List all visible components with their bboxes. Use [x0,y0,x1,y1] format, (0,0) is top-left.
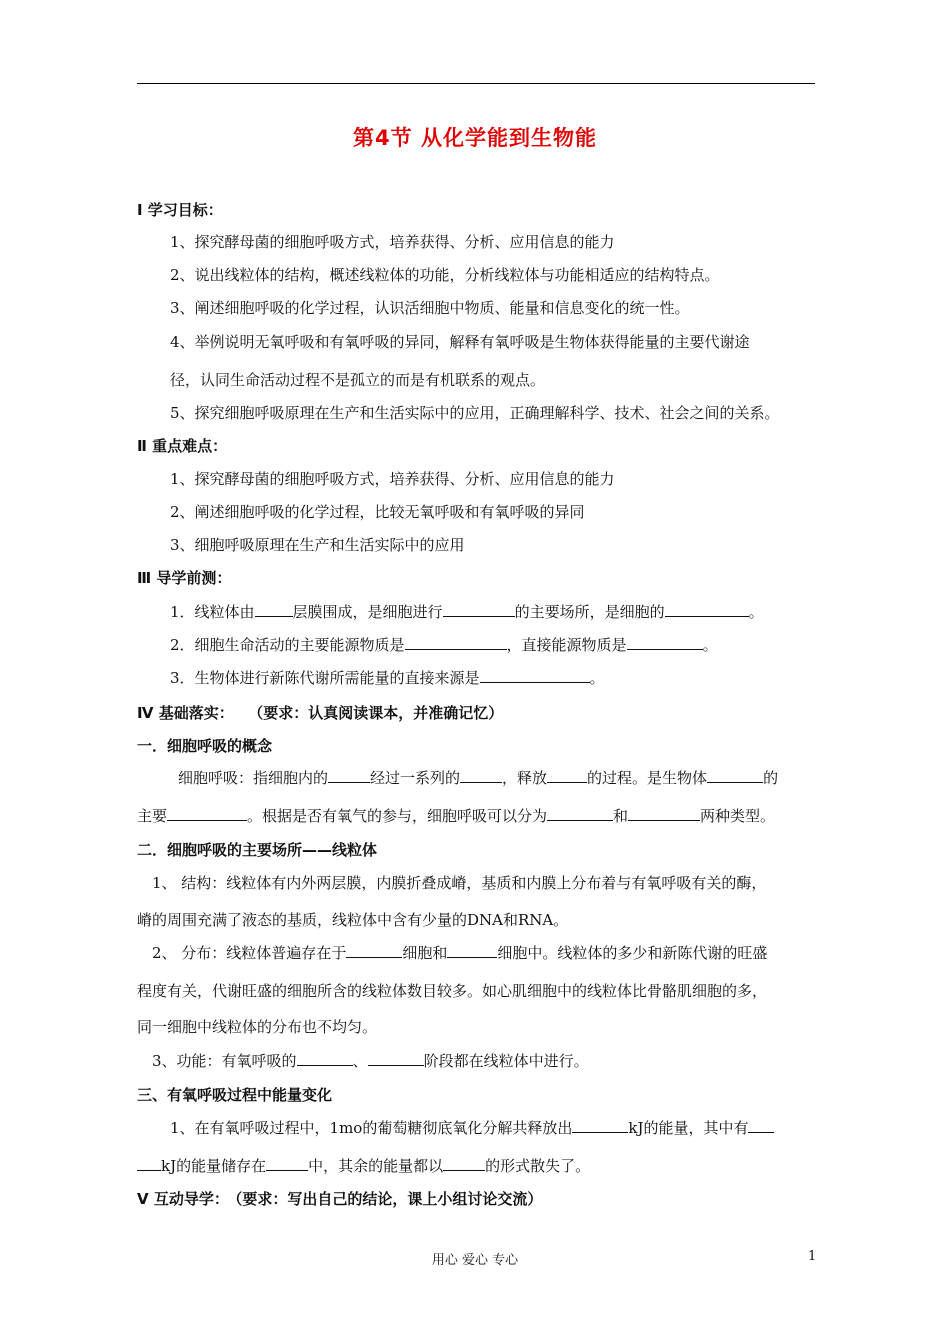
key-point-item: 2、阐述细胞呼吸的化学过程，比较无氧呼吸和有氧呼吸的异同 [170,503,585,521]
section-4-note: （要求：认真阅读课本，并准确记忆） [255,704,504,722]
blank[interactable] [137,1156,161,1171]
blank[interactable] [297,1051,353,1066]
concept-line-2: 主要 。根据是否有氧气的参与，细胞呼吸可以分为 和 两种类型。 [137,807,776,825]
subsection-1-heading: 一．细胞呼吸的概念 [137,737,273,755]
pretest-question-3: 3．生物体进行新陈代谢所需能量的直接来源是 。 [170,669,605,687]
pretest-question-2: 2．细胞生命活动的主要能源物质是 ，直接能源物质是 。 [170,636,718,654]
objective-item: 4、举例说明无氧呼吸和有氧呼吸的异同，解释有氧呼吸是生物体获得能量的主要代谢途 [170,333,750,351]
structure-line-1: 1、 结构：线粒体有内外两层膜，内膜折叠成嵴，基质和内膜上分布着与有氧呼吸有关的酶， [152,874,767,892]
function-line: 3、功能：有氧呼吸的 、 阶段都在线粒体中进行。 [152,1052,589,1070]
blank[interactable] [447,943,497,958]
energy-line-1: 1、在有氧呼吸过程中，1mo的葡萄糖彻底氧化分解共释放出 kJ的能量，其中有 [170,1118,774,1138]
section-1-heading: Ⅰ 学习目标： [137,201,223,219]
section-3-heading: Ⅲ 导学前测： [137,569,232,587]
blank[interactable] [748,1118,774,1133]
blank[interactable] [405,635,507,650]
subsection-2-heading: 二．细胞呼吸的主要场所——线粒体 [137,841,378,859]
section-5-note: （要求：写出自己的结论，课上小组讨论交流） [234,1190,543,1208]
structure-line-2: 嵴的周围充满了液态的基质，线粒体中含有少量的DNA和RNA。 [137,911,569,929]
blank[interactable] [460,768,502,783]
blank[interactable] [572,1118,628,1133]
energy-line-2: kJ的能量储存在 中，其余的能量都以 的形式散失了。 [137,1156,590,1176]
blank[interactable] [443,1156,485,1171]
objective-item: 5、探究细胞呼吸原理在生产和生活实际中的应用，正确理解科学、技术、社会之间的关系。 [170,404,780,422]
section-5-heading: Ⅴ 互动导学： （要求：写出自己的结论，课上小组讨论交流） [137,1190,543,1208]
blank[interactable] [480,668,590,683]
blank[interactable] [255,602,293,617]
key-point-item: 1、探究酵母菌的细胞呼吸方式，培养获得、分析、应用信息的能力 [170,470,615,488]
blank[interactable] [443,602,515,617]
objective-item-continued: 径，认同生命活动过程不是孤立的而是有机联系的观点。 [170,371,546,389]
blank[interactable] [627,635,703,650]
blank[interactable] [346,943,402,958]
blank[interactable] [665,602,749,617]
blank[interactable] [167,806,247,821]
page-footer: 用心 爱心 专心 [431,1253,519,1268]
distribution-line-1: 2、 分布：线粒体普遍存在于 细胞和 细胞中。线粒体的多少和新陈代谢的旺盛 [152,944,768,962]
blank[interactable] [266,1156,308,1171]
blank[interactable] [547,768,587,783]
blank[interactable] [707,768,763,783]
blank[interactable] [628,806,700,821]
section-2-heading: Ⅱ 重点难点： [137,437,228,455]
page-title: 第4节 从化学能到生物能 [353,126,597,150]
section-4-heading: Ⅳ 基础落实： （要求：认真阅读课本，并准确记忆） [137,704,504,722]
objective-item: 2、说出线粒体的结构，概述线粒体的功能，分析线粒体与功能相适应的结构特点。 [170,266,720,284]
objective-item: 1、探究酵母菌的细胞呼吸方式，培养获得、分析、应用信息的能力 [170,233,615,251]
page-number: 1 [808,1249,817,1264]
concept-line-1: 细胞呼吸：指细胞内的 经过一系列的 ，释放 的过程。是生物体 的 [178,769,779,787]
key-point-item: 3、细胞呼吸原理在生产和生活实际中的应用 [170,536,465,554]
blank[interactable] [368,1051,424,1066]
distribution-line-3: 同一细胞中线粒体的分布也不均匀。 [137,1018,378,1036]
objective-item: 3、阐述细胞呼吸的化学过程，认识活细胞中物质、能量和信息变化的统一性。 [170,299,690,317]
subsection-3-heading: 三、有氧呼吸过程中能量变化 [137,1086,333,1104]
distribution-line-2: 程度有关，代谢旺盛的细胞所含的线粒体数目较多。如心肌细胞中的线粒体比骨骼肌细胞的多， [137,982,768,1000]
blank[interactable] [328,768,370,783]
pretest-question-1: 1．线粒体由 层膜围成，是细胞进行 的主要场所，是细胞的 。 [170,603,764,621]
blank[interactable] [547,806,613,821]
header-rule [137,83,815,84]
